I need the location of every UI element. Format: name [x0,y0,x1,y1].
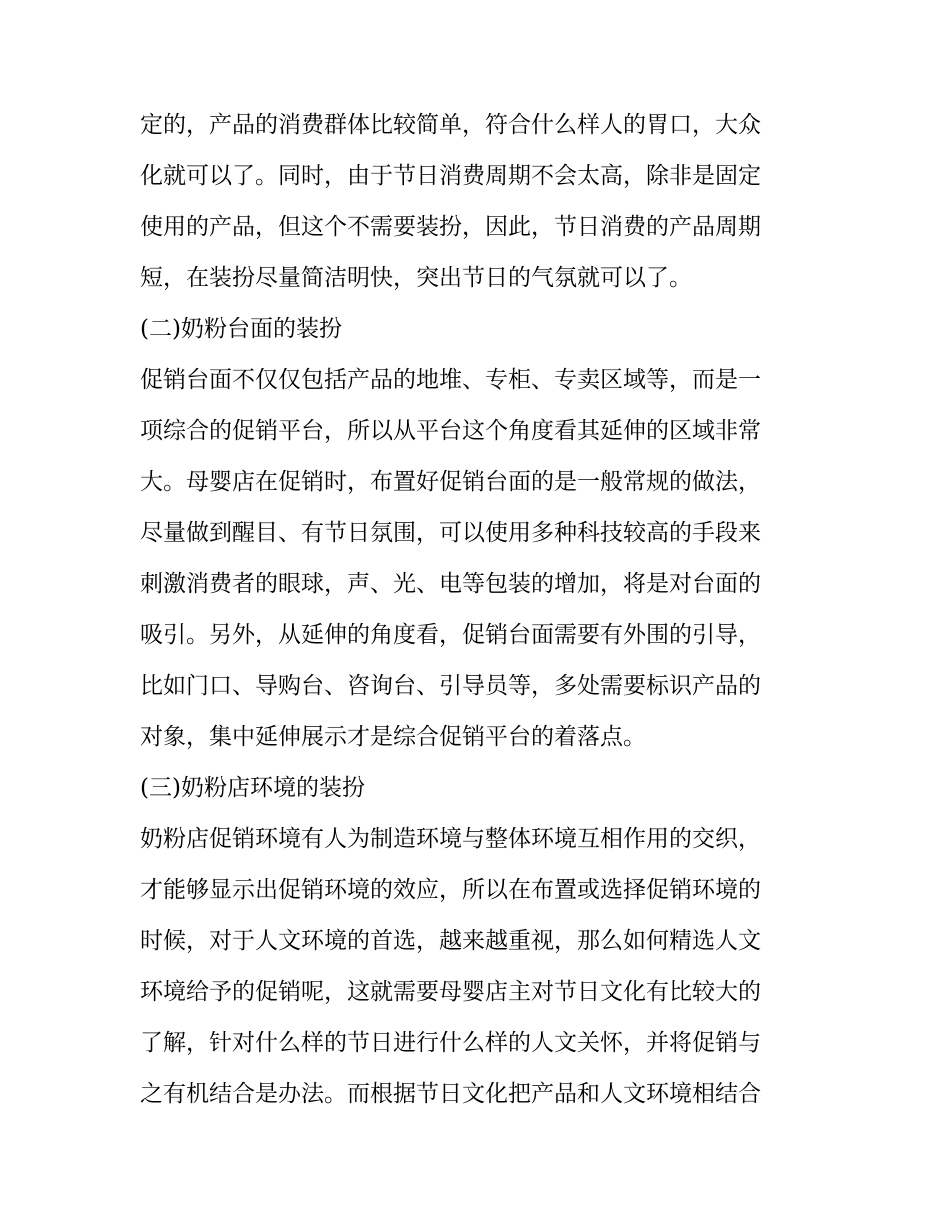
paragraph-line: 短，在装扮尽量简洁明快，突出节日的气氛就可以了。 [140,265,692,291]
paragraph-line: 项综合的促销平台，所以从平台这个角度看其延伸的区域非常 [140,418,761,444]
paragraph-line: 时候，对于人文环境的首选，越来越重视，那么如何精选人文 [140,928,761,954]
paragraph-line: 尽量做到醒目、有节日氛围，可以使用多种科技较高的手段来 [140,520,761,546]
paragraph-line: 化就可以了。同时，由于节日消费周期不会太高，除非是固定 [140,163,761,189]
paragraph-line: 促销台面不仅仅包括产品的地堆、专柜、专卖区域等，而是一 [140,367,761,393]
paragraph-line: 对象，集中延伸展示才是综合促销平台的着落点。 [140,724,646,750]
paragraph-line: 奶粉店促销环境有人为制造环境与整体环境互相作用的交织， [140,826,761,852]
paragraph-line: 定的，产品的消费群体比较简单，符合什么样人的胃口，大众 [140,112,761,138]
paragraph-line: 环境给予的促销呢，这就需要母婴店主对节日文化有比较大的 [140,979,761,1005]
section-heading: (二)奶粉台面的装扮 [140,316,342,342]
paragraph-line: 吸引。另外，从延伸的角度看，促销台面需要有外围的引导， [140,622,761,648]
paragraph-line: 比如门口、导购台、咨询台、引导员等，多处需要标识产品的 [140,673,761,699]
paragraph-line: 才能够显示出促销环境的效应，所以在布置或选择促销环境的 [140,877,761,903]
paragraph-line: 使用的产品，但这个不需要装扮，因此，节日消费的产品周期 [140,214,761,240]
paragraph-line: 刺激消费者的眼球，声、光、电等包装的增加，将是对台面的 [140,571,761,597]
paragraph-line: 大。母婴店在促销时，布置好促销台面的是一般常规的做法， [140,469,761,495]
paragraph-line: 之有机结合是办法。而根据节日文化把产品和人文环境相结合 [140,1081,761,1107]
section-heading: (三)奶粉店环境的装扮 [140,775,365,801]
body-text [140,100,820,1120]
paragraph-line: 了解，针对什么样的节日进行什么样的人文关怀，并将促销与 [140,1030,761,1056]
